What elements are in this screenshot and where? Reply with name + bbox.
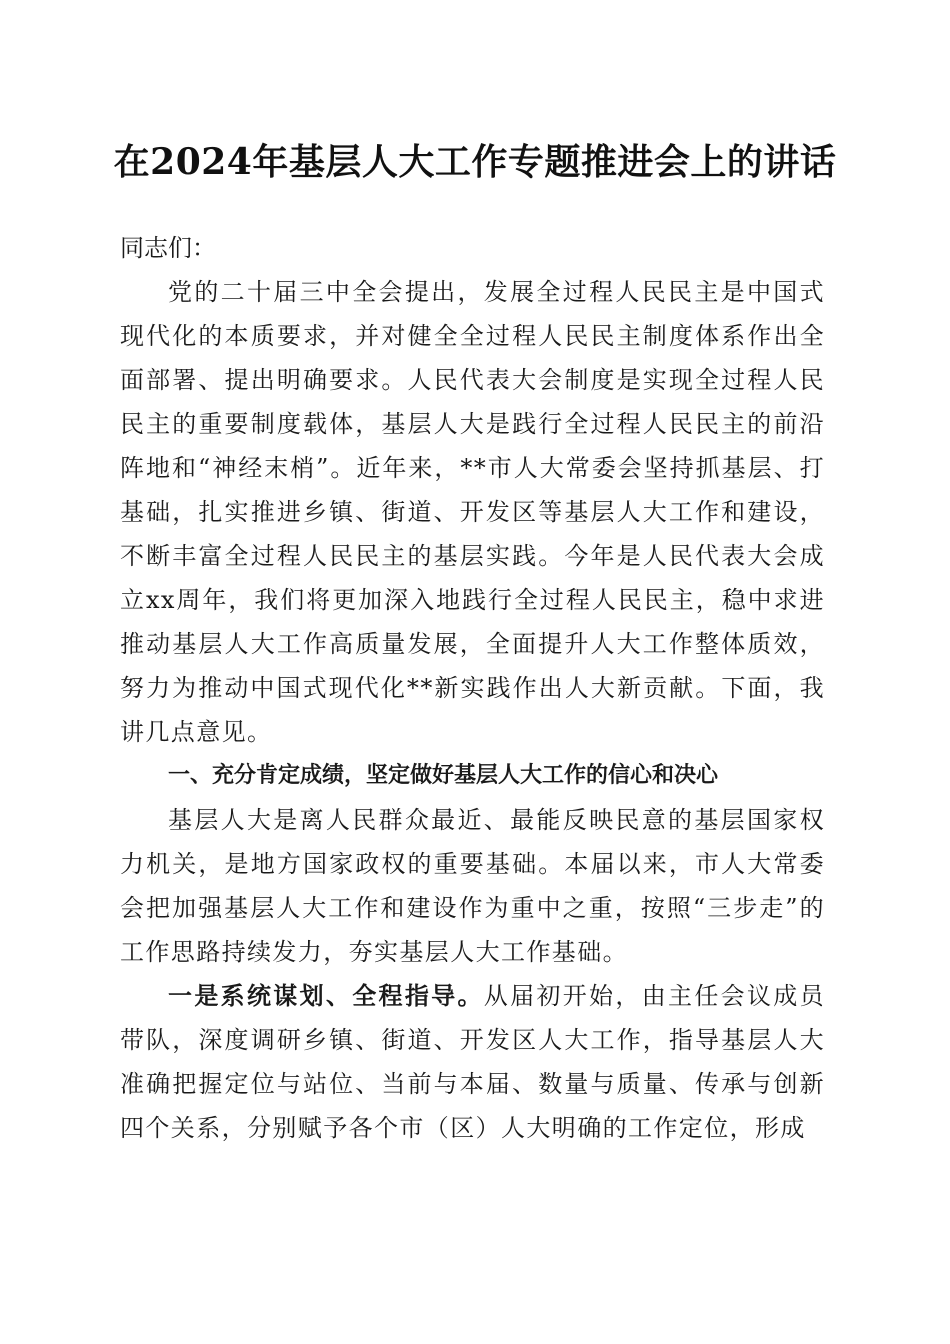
point-one-paragraph [120, 974, 825, 1150]
point-one-lead: 一是系统谋划、全程指导。 [168, 981, 484, 1010]
point-one-text: 从届初开始，由主任会议成员带队，深度调研乡镇、街道、开发区人大工作，指导基层人大准确把握定位与站位、当前与本届、数量与质量、传承与创新四个关系，分别赋予各个市（区）人大明确的工作定位，形成 [120, 982, 825, 1142]
document-body [120, 226, 825, 1150]
intro-paragraph: 党的二十届三中全会提出，发展全过程人民民主是中国式现代化的本质要求，并对健全全过程人民民主制度体系作出全面部署、提出明确要求。人民代表大会制度是实现全过程人民民主的重要制度载体，基层人大是践行全过程人民民主的前沿阵地和“神经末梢”。近年来，**市人大常委会坚持抓基层、打基础，扎实推进乡镇、街道、开发区等基层人大工作和建设，不断丰富全过程人民民主的基层实践。今年是人民代表大会成立xx周年，我们将更加深入地践行全过程人民民主，稳中求进推动基层人大工作高质量发展，全面提升人大工作整体质效，努力为推动中国式现代化**新实践作出人大新贡献。下面，我讲几点意见。 [120, 278, 825, 746]
section-heading: 一、充分肯定成绩，坚定做好基层人大工作的信心和决心 [168, 763, 719, 788]
document-title: 在2024年基层人大工作专题推进会上的讲话 [113, 141, 837, 183]
section-paragraph: 基层人大是离人民群众最近、最能反映民意的基层国家权力机关，是地方国家政权的重要基础。本届以来，市人大常委会把加强基层人大工作和建设作为重中之重，按照“三步走”的工作思路持续发力，夯实基层人大工作基础。 [120, 806, 825, 966]
salutation: 同志们： [120, 234, 216, 262]
